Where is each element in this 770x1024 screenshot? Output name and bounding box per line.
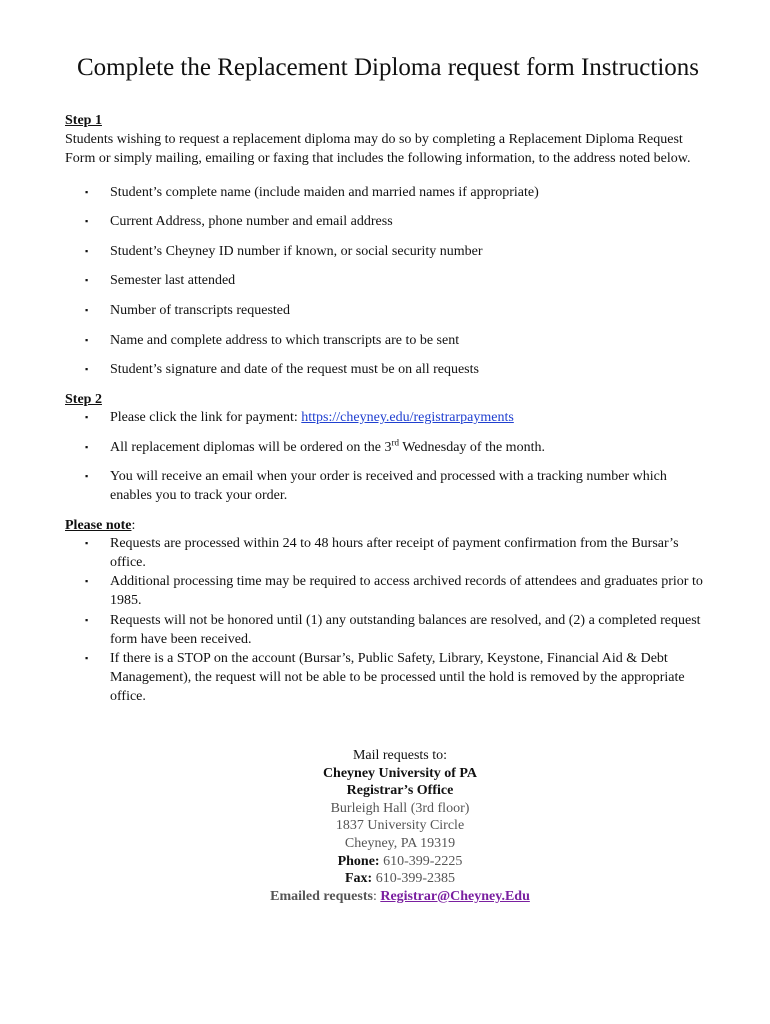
list-item-text: You will receive an email when your order is received and processed with a tracking number which enables you to track your order. (110, 469, 667, 503)
university-name: Cheyney University of PA (322, 765, 478, 781)
email-label: Emailed requests (270, 888, 373, 904)
bullet-icon: ▪ (85, 216, 89, 226)
phone-label: Phone: (337, 853, 380, 869)
fax-line (0, 870, 770, 888)
bullet-icon: ▪ (85, 364, 89, 374)
list-item-text: Requests will not be honored until (1) any outstanding balances are resolved, and (2) a completed request form have been received. (110, 613, 701, 647)
list-item-text: If there is a STOP on the account (Bursar’s, Public Safety, Library, Keystone, Financial Aid & Debt Management), the request will not be able to be processed until the hold is removed by the appropriate office. (110, 651, 685, 704)
email-separator: : (372, 888, 381, 904)
list-item (85, 212, 705, 231)
list-item (85, 572, 705, 610)
ordinal-suffix: rd (391, 437, 399, 448)
list-item (85, 649, 705, 706)
list-item (85, 467, 705, 505)
fax-number: 610-399-2385 (372, 871, 456, 887)
note-heading-row (65, 516, 705, 535)
list-item-text: Number of transcripts requested (110, 303, 290, 318)
list-item (85, 611, 705, 649)
order-schedule-text-end: Wednesday of the month. (398, 440, 545, 455)
list-item-text: Student’s signature and date of the request must be on all requests (110, 362, 479, 377)
mail-requests-label: Mail requests to: (352, 748, 448, 763)
email-line (0, 888, 770, 906)
list-item-text: Semester last attended (110, 273, 236, 288)
bullet-icon: ▪ (85, 305, 89, 315)
list-item-text: Name and complete address to which transcripts are to be sent (110, 333, 460, 348)
step1-heading: Step 1 (65, 113, 102, 128)
note-heading-colon: : (131, 518, 136, 533)
bullet-icon: ▪ (85, 653, 89, 663)
bullet-icon: ▪ (85, 615, 89, 625)
step2-heading: Step 2 (65, 392, 102, 407)
bullet-icon: ▪ (85, 335, 89, 345)
bullet-icon: ▪ (85, 275, 89, 285)
bullet-icon: ▪ (85, 442, 89, 452)
list-item-text: Student’s complete name (include maiden and married names if appropriate) (110, 185, 539, 200)
list-item (85, 360, 705, 379)
building-address: Burleigh Hall (3rd floor) (330, 800, 470, 816)
bullet-icon: ▪ (85, 471, 89, 481)
payment-instruction: Please click the link for payment: (110, 410, 298, 425)
list-item-text: Requests are processed within 24 to 48 hours after receipt of payment confirmation from the Bursar’s office. (110, 536, 679, 570)
payment-link[interactable]: https://cheyney.edu/registrarpayments (301, 410, 514, 425)
phone-line (0, 853, 770, 871)
bullet-icon: ▪ (85, 246, 89, 256)
list-item (85, 242, 705, 261)
street-address: 1837 University Circle (335, 818, 465, 834)
list-item (85, 183, 705, 202)
fax-label: Fax: (344, 871, 373, 887)
contact-block (0, 747, 770, 905)
list-item (85, 301, 705, 320)
page-title: Complete the Replacement Diploma request form Instructions (76, 54, 700, 81)
phone-number: 610-399-2225 (379, 853, 463, 869)
list-item (85, 331, 705, 350)
list-item (85, 408, 705, 427)
bullet-icon: ▪ (85, 576, 89, 586)
step1-intro: Students wishing to request a replacement diploma may do so by completing a Replacement Diploma Request Form or simply mailing, emailing or faxing that includes the following information, to the address noted below. (65, 132, 691, 166)
bullet-icon: ▪ (85, 538, 89, 548)
list-item-text: Student’s Cheyney ID number if known, or social security number (110, 244, 483, 259)
list-item (85, 271, 705, 290)
list-item-text: Current Address, phone number and email address (110, 214, 393, 229)
city-address: Cheyney, PA 19319 (344, 835, 456, 851)
order-schedule-text: All replacement diplomas will be ordered on the 3 (110, 440, 392, 455)
office-name: Registrar’s Office (346, 783, 454, 799)
note-heading: Please note (65, 518, 132, 533)
bullet-icon: ▪ (85, 187, 89, 197)
list-item (85, 534, 705, 572)
list-item-text: Additional processing time may be required to access archived records of attendees and graduates prior to 1985. (110, 574, 703, 608)
email-link[interactable]: Registrar@Cheyney.Edu (380, 888, 530, 904)
list-item (85, 438, 705, 457)
bullet-icon: ▪ (85, 412, 89, 422)
